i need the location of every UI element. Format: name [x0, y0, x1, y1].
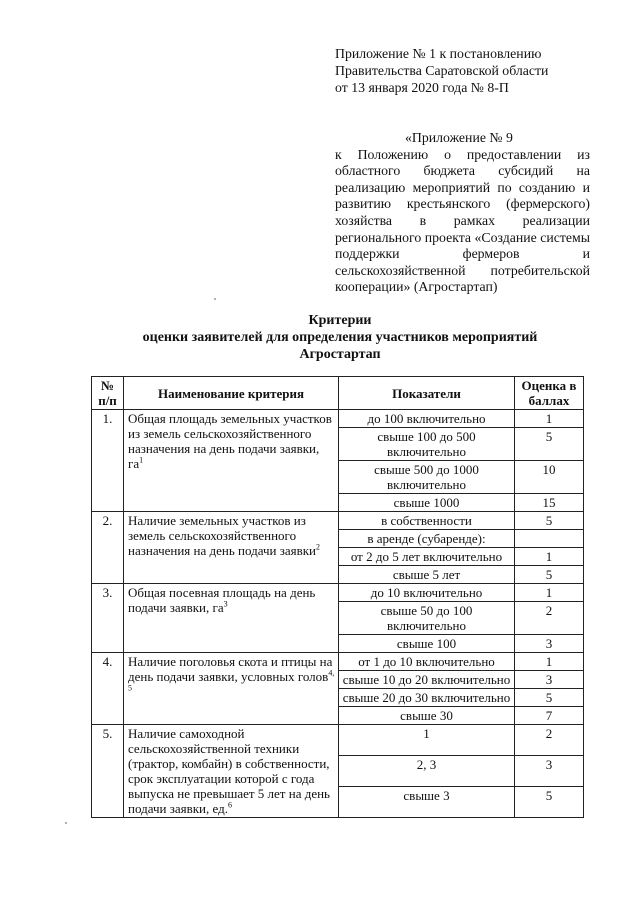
title-line-1: Критерии [308, 313, 372, 328]
score-cell: 15 [515, 494, 584, 512]
indicator-cell: свыше 50 до 100 включительно [339, 602, 515, 635]
indicator-cell: от 2 до 5 лет включительно [339, 548, 515, 566]
indicator-cell: свыше 100 [339, 635, 515, 653]
criterion-number: 2. [92, 512, 124, 584]
score-cell: 2 [515, 725, 584, 756]
footnote-ref: 3 [223, 599, 228, 609]
indicator-cell: свыше 20 до 30 включительно [339, 689, 515, 707]
score-cell: 3 [515, 671, 584, 689]
indicator-cell: от 1 до 10 включительно [339, 653, 515, 671]
score-cell: 5 [515, 512, 584, 530]
footnote-ref: 6 [227, 800, 232, 810]
score-cell: 1 [515, 548, 584, 566]
score-cell: 1 [515, 410, 584, 428]
indicator-cell: свыше 500 до 1000 включительно [339, 461, 515, 494]
appendix-title: «Приложение № 9 [405, 130, 513, 145]
indicator-cell: до 100 включительно [339, 410, 515, 428]
title-line-3: Агростартап [299, 347, 381, 362]
header-line-2: Правительства Саратовской области [335, 63, 549, 78]
criterion-number: 5. [92, 725, 124, 818]
table-row [92, 584, 584, 602]
scan-speck [214, 298, 216, 300]
indicator-cell: свыше 30 [339, 707, 515, 725]
criterion-name-cell [124, 725, 339, 818]
criterion-number: 3. [92, 584, 124, 653]
footnote-ref: 4, 5 [128, 668, 335, 693]
table-row [92, 410, 584, 428]
score-cell: 3 [515, 635, 584, 653]
criteria-body [92, 410, 584, 818]
header-line-1: Приложение № 1 к постановлению [335, 46, 542, 61]
score-cell: 1 [515, 653, 584, 671]
indicator-cell: свыше 1000 [339, 494, 515, 512]
footnote-ref: 2 [316, 542, 321, 552]
table-header-row [92, 377, 584, 410]
document-header [335, 45, 595, 96]
score-cell: 5 [515, 787, 584, 818]
score-cell: 3 [515, 756, 584, 787]
indicator-cell: свыше 100 до 500 включительно [339, 428, 515, 461]
header-score: Оценка в баллах [515, 377, 584, 410]
criterion-name-cell [124, 653, 339, 725]
indicator-cell: 1 [339, 725, 515, 756]
header-line-3: от 13 января 2020 года № 8-П [335, 80, 509, 95]
criterion-name: Наличие поголовья скота и птицы на день подачи заявки, условных голов [128, 654, 333, 684]
indicator-cell: в собственности [339, 512, 515, 530]
criterion-number: 4. [92, 653, 124, 725]
score-cell: 10 [515, 461, 584, 494]
header-indicators: Показатели [339, 377, 515, 410]
title-line-2: оценки заявителей для определения участников мероприятий [142, 330, 538, 345]
criterion-name: Наличие самоходной сельскохозяйственной техники (трактор, комбайн) в собственности, срок эксплуатации которой с года выпуска не превышает 5 лет на день подачи заявки, ед. [128, 726, 330, 816]
score-cell: 7 [515, 707, 584, 725]
appendix-body: к Положению о предоставлении из областного бюджета субсидий на реализацию мероприятий по созданию и развитию крестьянского (фермерского) хозяйства в рамках реализации регионального проекта «Создание системы поддержки фермеров и сельскохозяйственной потребительской кооперации» (Агростартап) [335, 146, 590, 295]
header-num: № п/п [92, 377, 124, 410]
indicator-cell: свыше 3 [339, 787, 515, 818]
score-cell: 5 [515, 566, 584, 584]
table-row [92, 512, 584, 530]
criterion-name-cell [124, 512, 339, 584]
indicator-cell: до 10 включительно [339, 584, 515, 602]
indicator-cell: 2, 3 [339, 756, 515, 787]
criterion-name: Наличие земельных участков из земель сельскохозяйственного назначения на день подачи заявки [128, 513, 317, 558]
indicator-cell: свыше 5 лет [339, 566, 515, 584]
criterion-number: 1. [92, 410, 124, 512]
document-title [110, 312, 570, 363]
appendix-note [335, 130, 590, 296]
table-row [92, 653, 584, 671]
criterion-name-cell [124, 410, 339, 512]
criteria-table [91, 376, 584, 818]
criterion-name: Общая посевная площадь на день подачи заявки, га [128, 585, 316, 615]
score-cell: 5 [515, 689, 584, 707]
indicator-cell: свыше 10 до 20 включительно [339, 671, 515, 689]
criterion-name-cell [124, 584, 339, 653]
footnote-ref: 1 [139, 455, 144, 465]
score-cell [515, 530, 584, 548]
scan-speck [65, 822, 67, 824]
table-row [92, 725, 584, 756]
score-cell: 1 [515, 584, 584, 602]
criterion-name: Общая площадь земельных участков из земель сельскохозяйственного назначения на день подачи заявки, га [128, 411, 332, 471]
indicator-cell: в аренде (субаренде): [339, 530, 515, 548]
score-cell: 5 [515, 428, 584, 461]
header-criterion: Наименование критерия [124, 377, 339, 410]
score-cell: 2 [515, 602, 584, 635]
